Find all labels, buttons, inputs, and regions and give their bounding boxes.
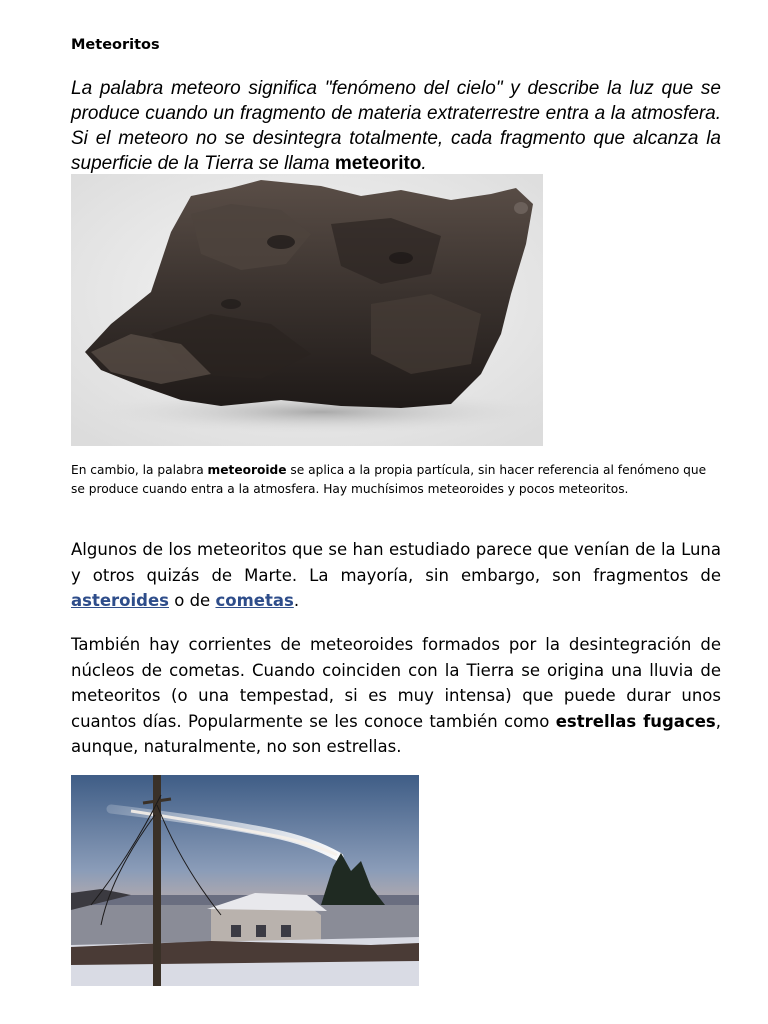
intro-end: . (421, 153, 427, 174)
photo-caption (71, 461, 711, 498)
caption-end: se aplica a la propia partícula, sin hacer referencia al fenómeno que se produce cuando entra a la atmosfera. Hay muchísimos meteoroides y pocos meteoritos. (71, 463, 707, 496)
meteor-sky-photo (71, 775, 419, 986)
shower-bold-term: estrellas fugaces (555, 711, 716, 731)
intro-text: La palabra meteoro significa "fenómeno del cielo" y describe la luz que se produce cuando un fragmento de materia extraterrestre entra a la atmosfera. Si el meteoro no se desintegra totalmente, cada fragmento que alcanza la superficie de la Tierra se llama (71, 78, 721, 174)
cometas-link[interactable]: cometas (215, 591, 294, 610)
origin-end: . (293, 591, 300, 610)
intro-bold-term: meteorito (334, 153, 422, 174)
shower-paragraph (71, 632, 721, 760)
intro-paragraph (71, 76, 721, 176)
meteorite-photo (71, 174, 543, 446)
origin-paragraph (71, 537, 721, 614)
origin-text: Algunos de los meteoritos que se han estudiado parece que venían de la Luna y otros quizás de Marte. La mayoría, sin embargo, son fragmentos de (71, 540, 721, 585)
origin-middle: o de (169, 591, 216, 610)
shower-end: , aunque, naturalmente, no son estrellas. (71, 711, 721, 756)
caption-bold-term: meteoroide (207, 463, 287, 477)
caption-text: En cambio, la palabra (71, 463, 208, 477)
document-title: Meteoritos (71, 37, 160, 53)
asteroides-link[interactable]: asteroides (71, 591, 169, 610)
shower-text: También hay corrientes de meteoroides formados por la desintegración de núcleos de cometas. Cuando coinciden con la Tierra se origina una lluvia de meteoritos (o una tempestad, si es muy intensa) que puede durar unos cuantos días. Popularmente se les conoce también como (71, 635, 721, 731)
